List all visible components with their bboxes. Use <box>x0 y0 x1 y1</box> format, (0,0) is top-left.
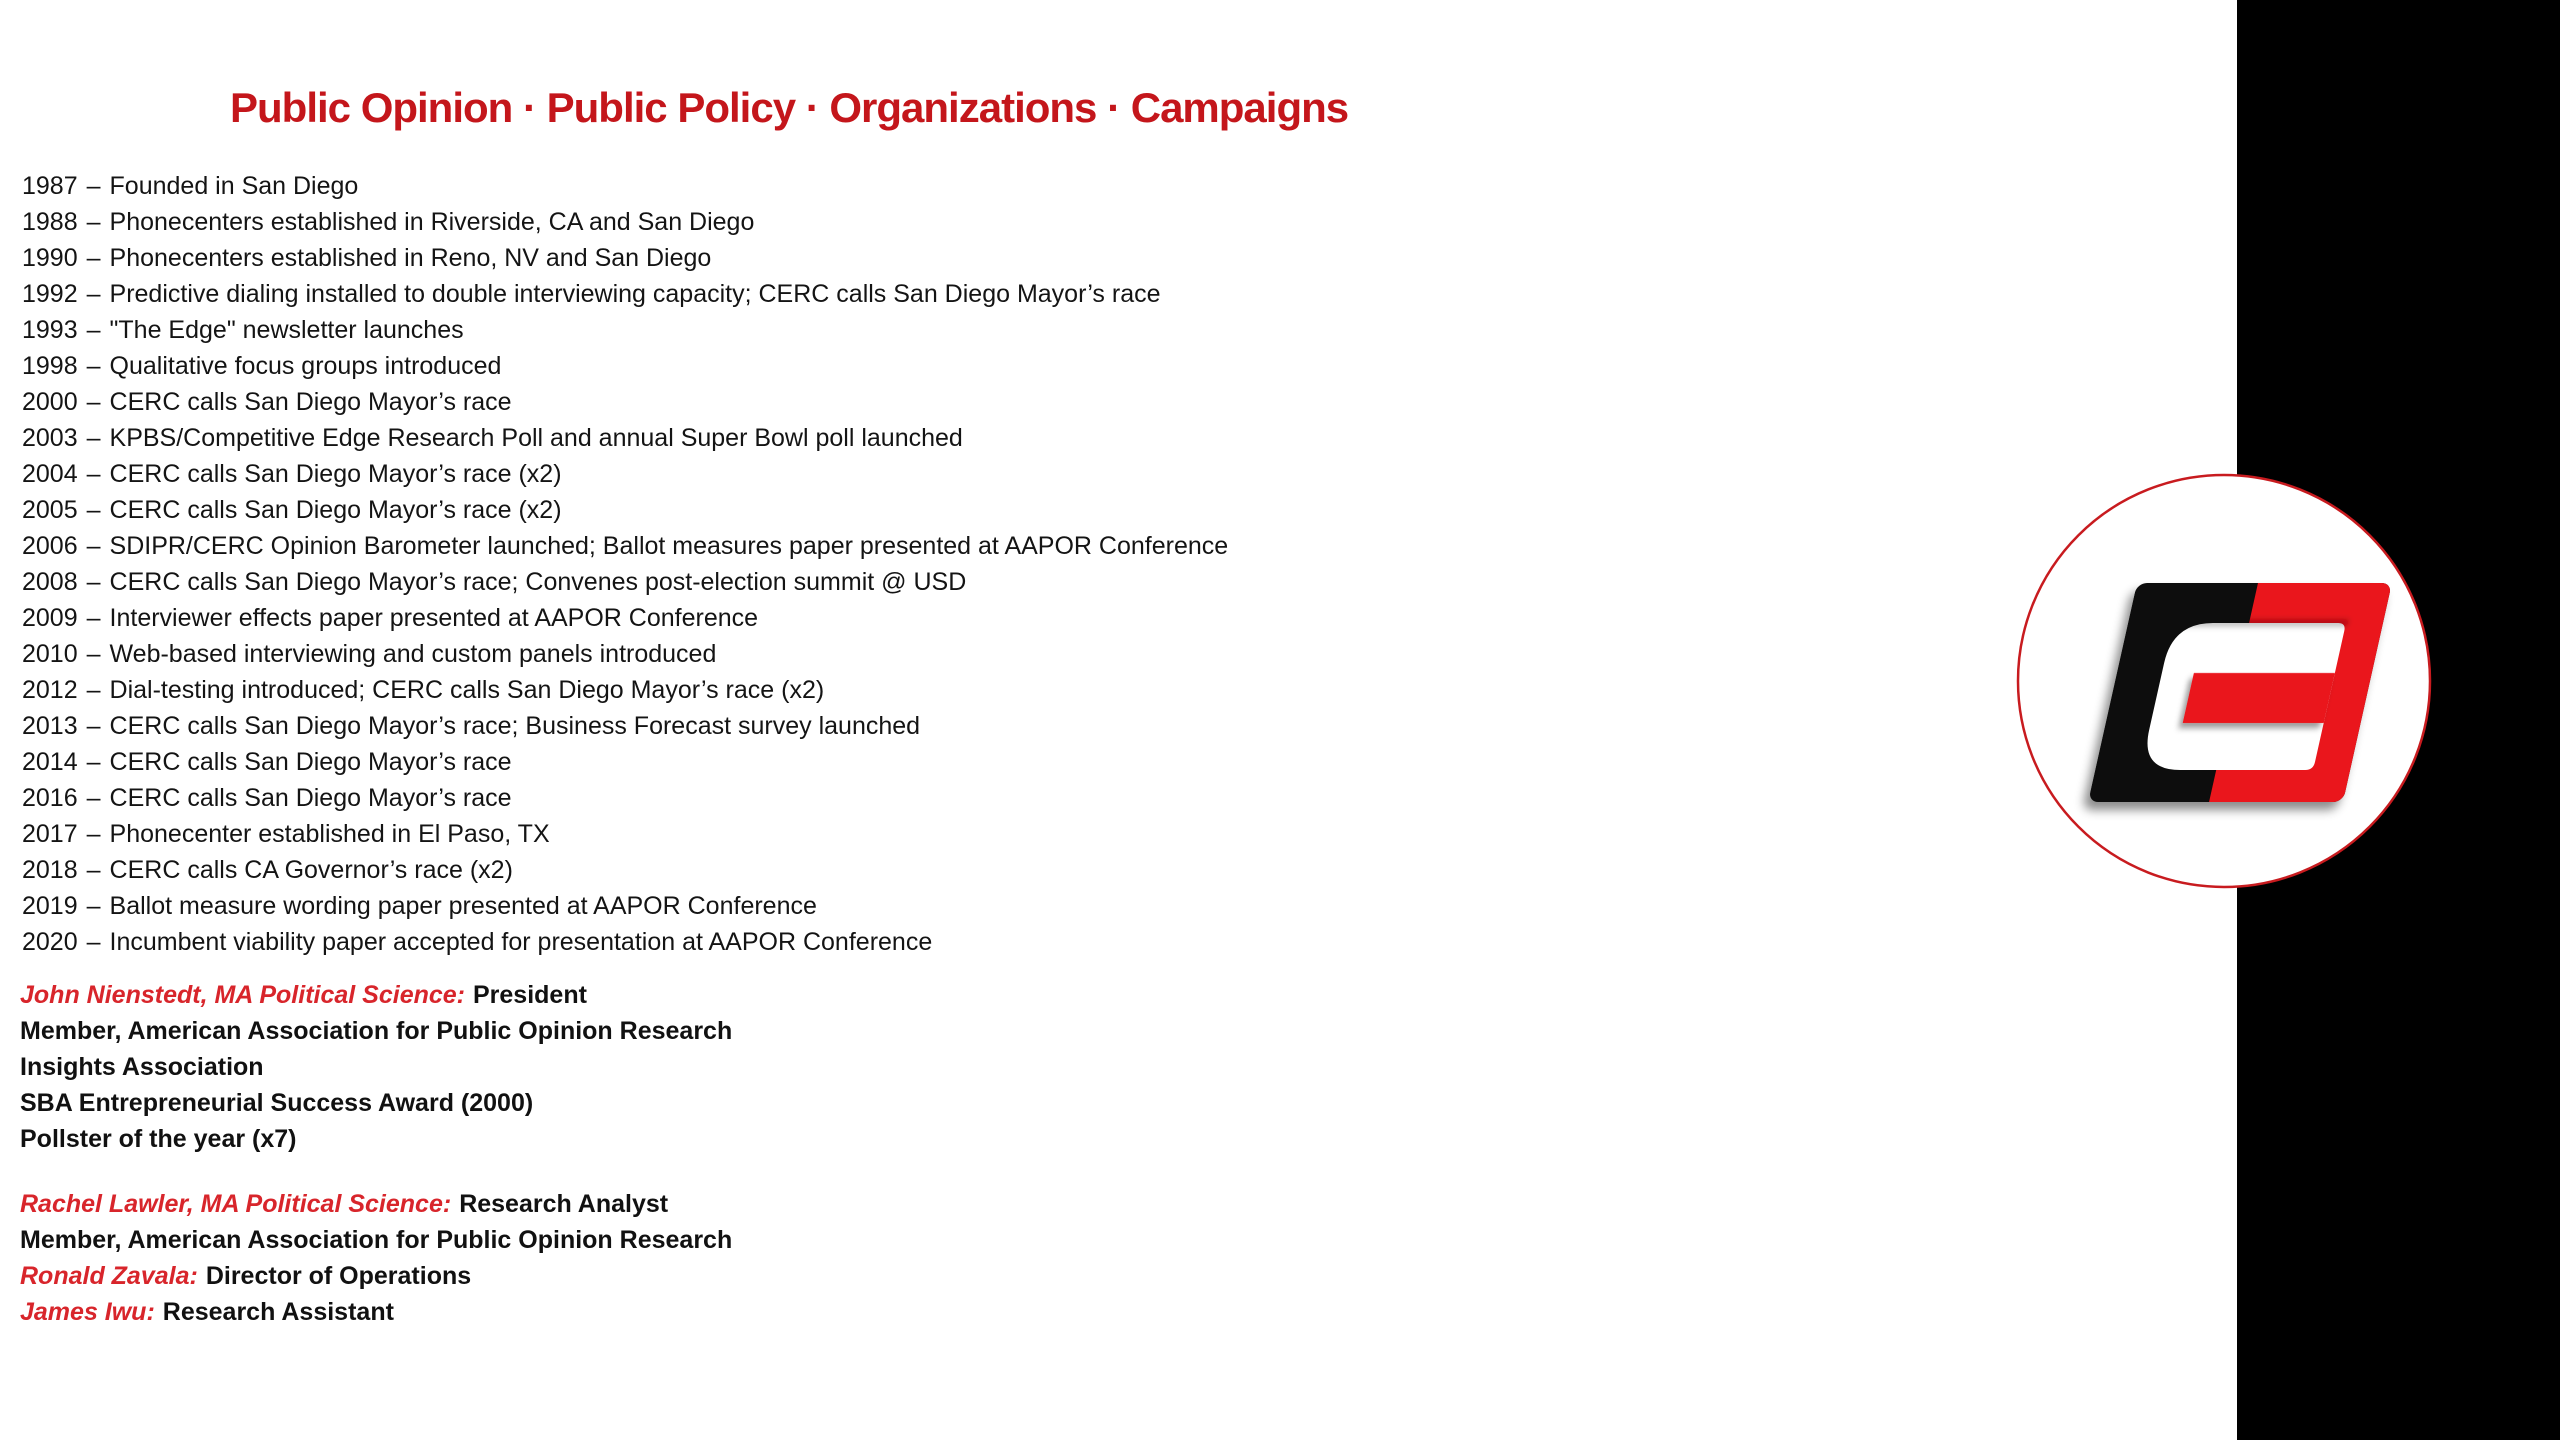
cerc-logo <box>2000 455 2450 905</box>
staff-name: John Nienstedt, MA Political Science: <box>20 981 465 1009</box>
timeline-event: Web-based interviewing and custom panels introduced <box>109 640 717 668</box>
timeline-dash: – <box>86 424 101 452</box>
timeline-entry <box>22 672 1228 708</box>
timeline-year: 2019 <box>22 892 78 920</box>
timeline-year: 2009 <box>22 604 78 632</box>
timeline-entry <box>22 348 1228 384</box>
timeline-dash: – <box>86 208 101 236</box>
timeline-year: 1990 <box>22 244 78 272</box>
timeline-entry <box>22 636 1228 672</box>
timeline-dash: – <box>86 640 101 668</box>
timeline-event: CERC calls San Diego Mayor’s race (x2) <box>109 496 562 524</box>
staff-text: Research Analyst <box>459 1190 669 1218</box>
page-title: Public Opinion · Public Policy · Organizations · Campaigns <box>230 84 1349 131</box>
timeline-dash: – <box>86 316 101 344</box>
ce-monogram-icon <box>2088 583 2392 802</box>
timeline-entry <box>22 600 1228 636</box>
staff-name: James Iwu: <box>20 1298 155 1326</box>
timeline-dash: – <box>86 388 101 416</box>
timeline-dash: – <box>86 244 101 272</box>
timeline-entry <box>22 276 1228 312</box>
staff-text: Member, American Association for Public Opinion Research <box>20 1017 733 1045</box>
timeline-event: Ballot measure wording paper presented at AAPOR Conference <box>109 892 817 920</box>
timeline-year: 2010 <box>22 640 78 668</box>
timeline-event: "The Edge" newsletter launches <box>109 316 464 344</box>
staff-line <box>20 1085 732 1121</box>
staff-line <box>20 1049 732 1085</box>
timeline-dash: – <box>86 712 101 740</box>
staff-block-team <box>20 1186 732 1330</box>
timeline-event: Phonecenter established in El Paso, TX <box>109 820 550 848</box>
timeline-event: Incumbent viability paper accepted for presentation at AAPOR Conference <box>109 928 933 956</box>
timeline-dash: – <box>86 280 101 308</box>
timeline-event: CERC calls San Diego Mayor’s race; Convenes post-election summit @ USD <box>109 568 967 596</box>
timeline-event: CERC calls San Diego Mayor’s race; Business Forecast survey launched <box>109 712 921 740</box>
staff-line <box>20 1013 732 1049</box>
timeline-year: 2017 <box>22 820 78 848</box>
timeline-year: 2004 <box>22 460 78 488</box>
timeline-dash: – <box>86 856 101 884</box>
timeline-entry <box>22 420 1228 456</box>
timeline-event: KPBS/Competitive Edge Research Poll and annual Super Bowl poll launched <box>109 424 963 452</box>
timeline-dash: – <box>86 892 101 920</box>
staff-text: Research Assistant <box>162 1298 394 1326</box>
timeline-entry <box>22 384 1228 420</box>
staff-text: SBA Entrepreneurial Success Award (2000) <box>20 1089 534 1117</box>
staff-name: Rachel Lawler, MA Political Science: <box>20 1190 452 1218</box>
timeline-year: 2018 <box>22 856 78 884</box>
timeline-dash: – <box>86 172 101 200</box>
timeline-dash: – <box>86 532 101 560</box>
timeline-dash: – <box>86 604 101 632</box>
timeline-event: SDIPR/CERC Opinion Barometer launched; Ballot measures paper presented at AAPOR Conference <box>109 532 1229 560</box>
timeline-entry <box>22 240 1228 276</box>
timeline-year: 2016 <box>22 784 78 812</box>
staff-text: Insights Association <box>20 1053 264 1081</box>
timeline-dash: – <box>86 496 101 524</box>
timeline-year: 1987 <box>22 172 78 200</box>
timeline-event: CERC calls CA Governor’s race (x2) <box>109 856 513 884</box>
timeline-event: Qualitative focus groups introduced <box>109 352 502 380</box>
timeline-entry <box>22 564 1228 600</box>
timeline-entry <box>22 492 1228 528</box>
timeline-dash: – <box>86 460 101 488</box>
timeline-dash: – <box>86 568 101 596</box>
timeline-entry <box>22 888 1228 924</box>
timeline-event: Predictive dialing installed to double interviewing capacity; CERC calls San Diego Mayor’s race <box>109 280 1161 308</box>
timeline-event: Phonecenters established in Riverside, CA and San Diego <box>109 208 755 236</box>
timeline-entry <box>22 168 1228 204</box>
timeline-entry <box>22 204 1228 240</box>
timeline-dash: – <box>86 748 101 776</box>
staff-line <box>20 977 732 1013</box>
company-timeline-list <box>22 168 1228 960</box>
timeline-year: 2020 <box>22 928 78 956</box>
timeline-dash: – <box>86 784 101 812</box>
timeline-dash: – <box>86 820 101 848</box>
staff-block-president <box>20 977 732 1157</box>
staff-line <box>20 1186 732 1222</box>
timeline-event: Founded in San Diego <box>109 172 359 200</box>
timeline-event: CERC calls San Diego Mayor’s race <box>109 748 512 776</box>
staff-line <box>20 1258 732 1294</box>
timeline-entry <box>22 816 1228 852</box>
staff-line <box>20 1222 732 1258</box>
staff-text: President <box>473 981 587 1009</box>
monogram-middle-bar <box>2183 673 2335 723</box>
timeline-dash: – <box>86 676 101 704</box>
timeline-year: 2005 <box>22 496 78 524</box>
timeline-dash: – <box>86 928 101 956</box>
timeline-entry <box>22 780 1228 816</box>
timeline-year: 1993 <box>22 316 78 344</box>
timeline-year: 2000 <box>22 388 78 416</box>
timeline-event: CERC calls San Diego Mayor’s race <box>109 784 512 812</box>
timeline-event: Phonecenters established in Reno, NV and San Diego <box>109 244 712 272</box>
timeline-year: 2006 <box>22 532 78 560</box>
timeline-event: Interviewer effects paper presented at AAPOR Conference <box>109 604 759 632</box>
staff-line <box>20 1294 732 1330</box>
timeline-year: 2013 <box>22 712 78 740</box>
timeline-entry <box>22 528 1228 564</box>
timeline-year: 1998 <box>22 352 78 380</box>
timeline-dash: – <box>86 352 101 380</box>
timeline-event: CERC calls San Diego Mayor’s race <box>109 388 512 416</box>
timeline-entry <box>22 456 1228 492</box>
staff-text: Member, American Association for Public Opinion Research <box>20 1226 733 1254</box>
timeline-entry <box>22 708 1228 744</box>
timeline-year: 2008 <box>22 568 78 596</box>
staff-line <box>20 1121 732 1157</box>
staff-text: Director of Operations <box>205 1262 472 1290</box>
staff-name: Ronald Zavala: <box>20 1262 198 1290</box>
timeline-year: 1992 <box>22 280 78 308</box>
timeline-year: 2012 <box>22 676 78 704</box>
timeline-entry <box>22 312 1228 348</box>
timeline-event: CERC calls San Diego Mayor’s race (x2) <box>109 460 562 488</box>
timeline-entry <box>22 924 1228 960</box>
timeline-year: 2003 <box>22 424 78 452</box>
staff-text: Pollster of the year (x7) <box>20 1125 297 1153</box>
timeline-entry <box>22 744 1228 780</box>
timeline-year: 2014 <box>22 748 78 776</box>
timeline-event: Dial-testing introduced; CERC calls San Diego Mayor’s race (x2) <box>109 676 825 704</box>
timeline-entry <box>22 852 1228 888</box>
timeline-year: 1988 <box>22 208 78 236</box>
